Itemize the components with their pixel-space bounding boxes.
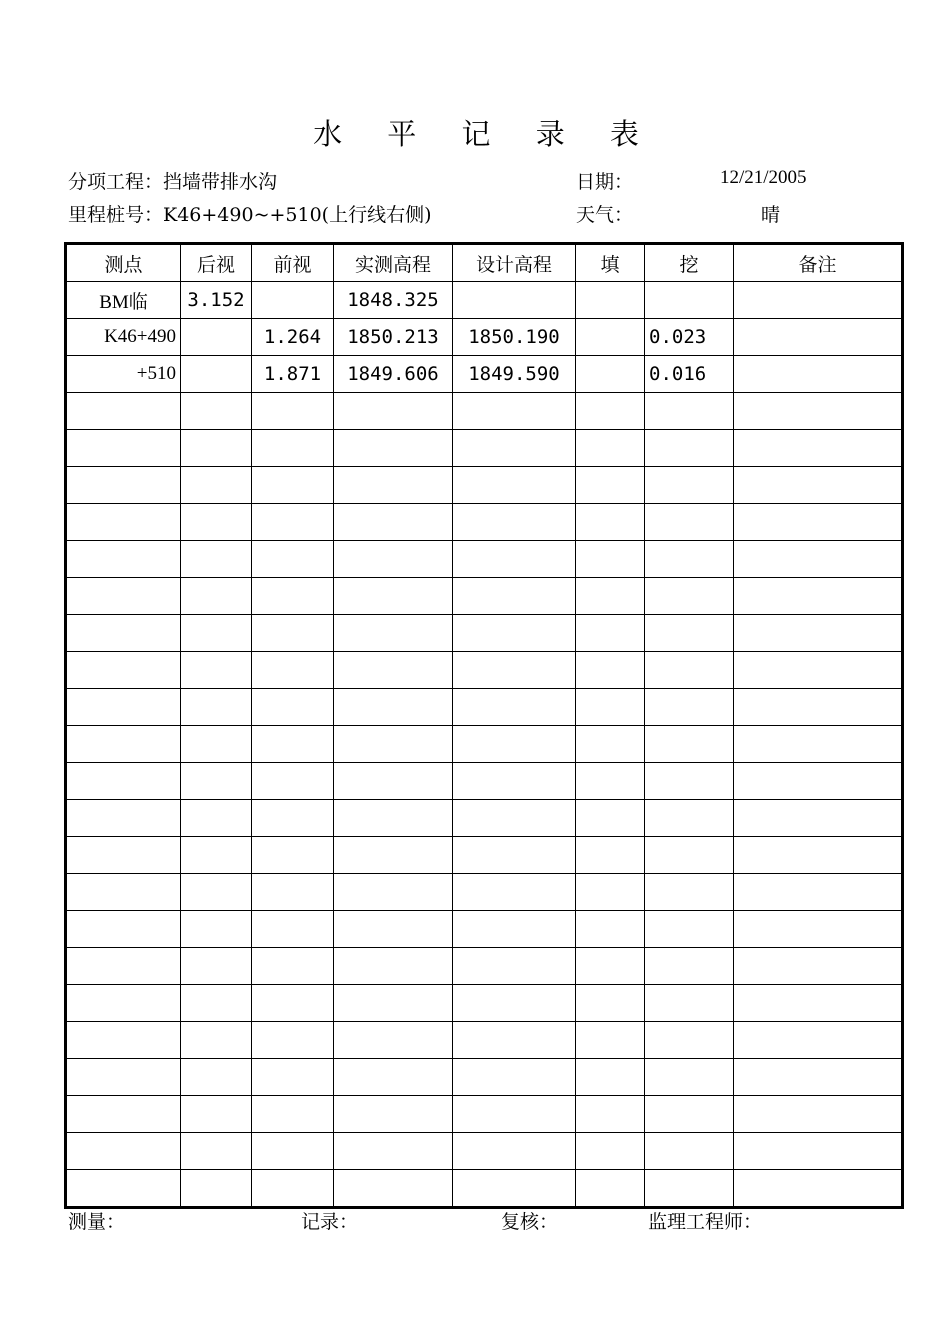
project-field — [68, 167, 277, 194]
measured-elevation-cell: 1850.213 — [334, 319, 453, 356]
empty-cell — [181, 874, 252, 911]
empty-cell — [181, 800, 252, 837]
empty-cell — [645, 430, 734, 467]
empty-row — [66, 615, 903, 652]
empty-cell — [453, 393, 576, 430]
empty-cell — [66, 393, 181, 430]
point-cell: BM临 — [66, 282, 181, 319]
table-row — [66, 356, 903, 393]
empty-cell — [181, 504, 252, 541]
empty-cell — [181, 393, 252, 430]
empty-cell — [734, 652, 903, 689]
empty-cell — [181, 652, 252, 689]
empty-cell — [334, 1022, 453, 1059]
empty-cell — [252, 763, 334, 800]
empty-cell — [181, 615, 252, 652]
empty-cell — [453, 615, 576, 652]
empty-cell — [181, 948, 252, 985]
empty-cell — [181, 467, 252, 504]
empty-cell — [334, 615, 453, 652]
project-value: 挡墙带排水沟 — [163, 171, 278, 193]
design-elevation-cell: 1850.190 — [453, 319, 576, 356]
footer-review-label: 复核： — [501, 1211, 559, 1233]
empty-cell — [334, 430, 453, 467]
empty-row — [66, 837, 903, 874]
empty-cell — [334, 541, 453, 578]
empty-cell — [576, 948, 645, 985]
empty-cell — [181, 911, 252, 948]
empty-cell — [252, 689, 334, 726]
empty-cell — [453, 1170, 576, 1208]
empty-cell — [66, 726, 181, 763]
empty-cell — [181, 689, 252, 726]
empty-cell — [453, 1133, 576, 1170]
empty-cell — [576, 985, 645, 1022]
empty-cell — [576, 1133, 645, 1170]
empty-cell — [334, 763, 453, 800]
header-cell: 前视 — [252, 244, 334, 282]
empty-cell — [66, 652, 181, 689]
empty-cell — [66, 874, 181, 911]
empty-cell — [453, 874, 576, 911]
empty-cell — [453, 541, 576, 578]
weather-label: 天气： — [576, 204, 634, 226]
empty-cell — [576, 726, 645, 763]
empty-cell — [66, 1133, 181, 1170]
empty-row — [66, 911, 903, 948]
empty-cell — [576, 578, 645, 615]
empty-cell — [645, 1059, 734, 1096]
empty-cell — [181, 1022, 252, 1059]
empty-cell — [453, 837, 576, 874]
empty-cell — [576, 1059, 645, 1096]
fill-cell — [576, 319, 645, 356]
empty-cell — [66, 467, 181, 504]
empty-cell — [645, 615, 734, 652]
fill-cell — [576, 282, 645, 319]
empty-cell — [645, 800, 734, 837]
empty-cell — [576, 1170, 645, 1208]
empty-cell — [645, 837, 734, 874]
backsight-cell: 3.152 — [181, 282, 252, 319]
empty-row — [66, 578, 903, 615]
empty-row — [66, 985, 903, 1022]
empty-cell — [66, 763, 181, 800]
empty-cell — [645, 467, 734, 504]
empty-cell — [734, 504, 903, 541]
empty-cell — [334, 652, 453, 689]
empty-cell — [734, 393, 903, 430]
design-elevation-cell — [453, 282, 576, 319]
empty-cell — [252, 1059, 334, 1096]
empty-cell — [252, 726, 334, 763]
page-title: 水 平 记 录 表 — [313, 117, 657, 151]
header-cell: 填 — [576, 244, 645, 282]
cut-cell: 0.016 — [645, 356, 734, 393]
foresight-cell: 1.264 — [252, 319, 334, 356]
empty-cell — [645, 393, 734, 430]
empty-cell — [66, 1096, 181, 1133]
empty-cell — [734, 430, 903, 467]
cut-cell: 0.023 — [645, 319, 734, 356]
empty-cell — [453, 578, 576, 615]
empty-cell — [645, 1022, 734, 1059]
empty-cell — [453, 689, 576, 726]
empty-cell — [645, 541, 734, 578]
empty-cell — [66, 541, 181, 578]
empty-cell — [66, 948, 181, 985]
empty-row — [66, 800, 903, 837]
empty-cell — [66, 1059, 181, 1096]
empty-cell — [734, 541, 903, 578]
empty-cell — [252, 541, 334, 578]
design-elevation-cell: 1849.590 — [453, 356, 576, 393]
empty-cell — [252, 467, 334, 504]
empty-cell — [453, 1059, 576, 1096]
empty-cell — [734, 615, 903, 652]
empty-cell — [181, 837, 252, 874]
empty-cell — [576, 541, 645, 578]
empty-row — [66, 1022, 903, 1059]
empty-cell — [252, 948, 334, 985]
empty-cell — [645, 911, 734, 948]
empty-cell — [334, 726, 453, 763]
empty-cell — [252, 430, 334, 467]
empty-cell — [734, 1170, 903, 1208]
header-cell: 挖 — [645, 244, 734, 282]
table-header-row — [66, 244, 903, 282]
empty-cell — [645, 689, 734, 726]
empty-cell — [334, 874, 453, 911]
empty-cell — [334, 948, 453, 985]
empty-cell — [252, 874, 334, 911]
empty-cell — [645, 874, 734, 911]
empty-cell — [252, 615, 334, 652]
empty-cell — [645, 578, 734, 615]
empty-row — [66, 948, 903, 985]
empty-cell — [734, 1133, 903, 1170]
empty-cell — [252, 1133, 334, 1170]
empty-cell — [334, 467, 453, 504]
empty-cell — [66, 689, 181, 726]
empty-cell — [252, 1170, 334, 1208]
empty-cell — [334, 800, 453, 837]
empty-row — [66, 874, 903, 911]
measured-elevation-cell: 1849.606 — [334, 356, 453, 393]
empty-cell — [576, 652, 645, 689]
empty-cell — [645, 504, 734, 541]
empty-cell — [66, 430, 181, 467]
empty-cell — [453, 800, 576, 837]
empty-cell — [576, 1096, 645, 1133]
empty-cell — [252, 1096, 334, 1133]
empty-row — [66, 726, 903, 763]
empty-cell — [453, 726, 576, 763]
empty-cell — [576, 911, 645, 948]
weather-value: 晴 — [761, 204, 781, 226]
empty-cell — [252, 393, 334, 430]
empty-cell — [334, 1170, 453, 1208]
empty-cell — [645, 1133, 734, 1170]
empty-row — [66, 504, 903, 541]
empty-cell — [66, 837, 181, 874]
footer-supervisor-label: 监理工程师： — [648, 1211, 763, 1233]
empty-cell — [453, 504, 576, 541]
empty-cell — [252, 837, 334, 874]
empty-cell — [576, 615, 645, 652]
empty-cell — [453, 948, 576, 985]
empty-cell — [181, 578, 252, 615]
empty-row — [66, 652, 903, 689]
cut-cell — [645, 282, 734, 319]
empty-cell — [66, 911, 181, 948]
remark-cell — [734, 282, 903, 319]
empty-cell — [66, 615, 181, 652]
empty-cell — [734, 837, 903, 874]
empty-cell — [181, 1170, 252, 1208]
point-cell: +510 — [66, 356, 181, 393]
empty-cell — [181, 763, 252, 800]
empty-cell — [453, 911, 576, 948]
empty-cell — [181, 1133, 252, 1170]
footer-record-label: 记录： — [301, 1211, 359, 1233]
empty-cell — [645, 985, 734, 1022]
empty-cell — [334, 911, 453, 948]
header-cell: 实测高程 — [334, 244, 453, 282]
empty-cell — [576, 430, 645, 467]
empty-cell — [453, 1096, 576, 1133]
empty-cell — [66, 800, 181, 837]
empty-cell — [334, 689, 453, 726]
empty-cell — [734, 763, 903, 800]
station-label: 里程桩号： — [68, 204, 164, 226]
empty-cell — [576, 504, 645, 541]
empty-cell — [334, 504, 453, 541]
empty-cell — [66, 985, 181, 1022]
empty-cell — [576, 837, 645, 874]
footer-measure-label: 测量： — [68, 1211, 126, 1233]
header-cell: 设计高程 — [453, 244, 576, 282]
empty-cell — [252, 504, 334, 541]
empty-cell — [252, 985, 334, 1022]
empty-cell — [334, 1059, 453, 1096]
empty-row — [66, 541, 903, 578]
empty-cell — [181, 541, 252, 578]
empty-cell — [645, 763, 734, 800]
empty-cell — [576, 800, 645, 837]
empty-row — [66, 1059, 903, 1096]
empty-cell — [734, 1059, 903, 1096]
empty-cell — [66, 578, 181, 615]
header-cell: 后视 — [181, 244, 252, 282]
empty-cell — [734, 467, 903, 504]
empty-cell — [334, 393, 453, 430]
empty-cell — [453, 1022, 576, 1059]
empty-cell — [576, 874, 645, 911]
backsight-cell — [181, 356, 252, 393]
empty-cell — [181, 430, 252, 467]
foresight-cell — [252, 282, 334, 319]
empty-cell — [453, 430, 576, 467]
empty-cell — [181, 985, 252, 1022]
empty-cell — [576, 689, 645, 726]
date-label: 日期： — [576, 171, 634, 193]
empty-cell — [734, 689, 903, 726]
station-field — [68, 200, 432, 227]
empty-cell — [645, 726, 734, 763]
foresight-cell: 1.871 — [252, 356, 334, 393]
level-record-table — [64, 242, 904, 1209]
empty-cell — [734, 1096, 903, 1133]
empty-cell — [576, 763, 645, 800]
empty-cell — [734, 1022, 903, 1059]
empty-row — [66, 1096, 903, 1133]
remark-cell — [734, 356, 903, 393]
empty-cell — [334, 578, 453, 615]
empty-row — [66, 1133, 903, 1170]
empty-cell — [734, 726, 903, 763]
empty-cell — [334, 837, 453, 874]
empty-row — [66, 763, 903, 800]
empty-cell — [252, 911, 334, 948]
empty-cell — [576, 1022, 645, 1059]
empty-cell — [181, 1096, 252, 1133]
empty-row — [66, 467, 903, 504]
point-cell: K46+490 — [66, 319, 181, 356]
empty-cell — [576, 467, 645, 504]
empty-cell — [576, 393, 645, 430]
empty-cell — [645, 948, 734, 985]
empty-cell — [453, 763, 576, 800]
empty-cell — [734, 578, 903, 615]
empty-cell — [734, 800, 903, 837]
empty-cell — [181, 726, 252, 763]
date-value: 12/21/2005 — [720, 167, 807, 188]
empty-cell — [645, 1170, 734, 1208]
empty-cell — [66, 504, 181, 541]
empty-cell — [334, 1133, 453, 1170]
empty-cell — [734, 911, 903, 948]
header-cell: 备注 — [734, 244, 903, 282]
empty-cell — [252, 1022, 334, 1059]
empty-cell — [734, 948, 903, 985]
fill-cell — [576, 356, 645, 393]
empty-cell — [334, 1096, 453, 1133]
table-row — [66, 319, 903, 356]
header-cell: 测点 — [66, 244, 181, 282]
empty-cell — [453, 652, 576, 689]
empty-cell — [734, 985, 903, 1022]
station-value: K46+490~+510(上行线右侧) — [163, 204, 432, 226]
empty-cell — [334, 985, 453, 1022]
empty-row — [66, 430, 903, 467]
empty-cell — [734, 874, 903, 911]
backsight-cell — [181, 319, 252, 356]
project-label: 分项工程： — [68, 171, 164, 193]
empty-cell — [66, 1170, 181, 1208]
empty-cell — [453, 985, 576, 1022]
empty-cell — [252, 652, 334, 689]
empty-cell — [645, 1096, 734, 1133]
empty-row — [66, 1170, 903, 1208]
empty-cell — [645, 652, 734, 689]
empty-cell — [252, 578, 334, 615]
remark-cell — [734, 319, 903, 356]
empty-cell — [181, 1059, 252, 1096]
empty-row — [66, 689, 903, 726]
empty-row — [66, 393, 903, 430]
empty-cell — [66, 1022, 181, 1059]
table-row — [66, 282, 903, 319]
empty-cell — [252, 800, 334, 837]
empty-cell — [453, 467, 576, 504]
measured-elevation-cell: 1848.325 — [334, 282, 453, 319]
